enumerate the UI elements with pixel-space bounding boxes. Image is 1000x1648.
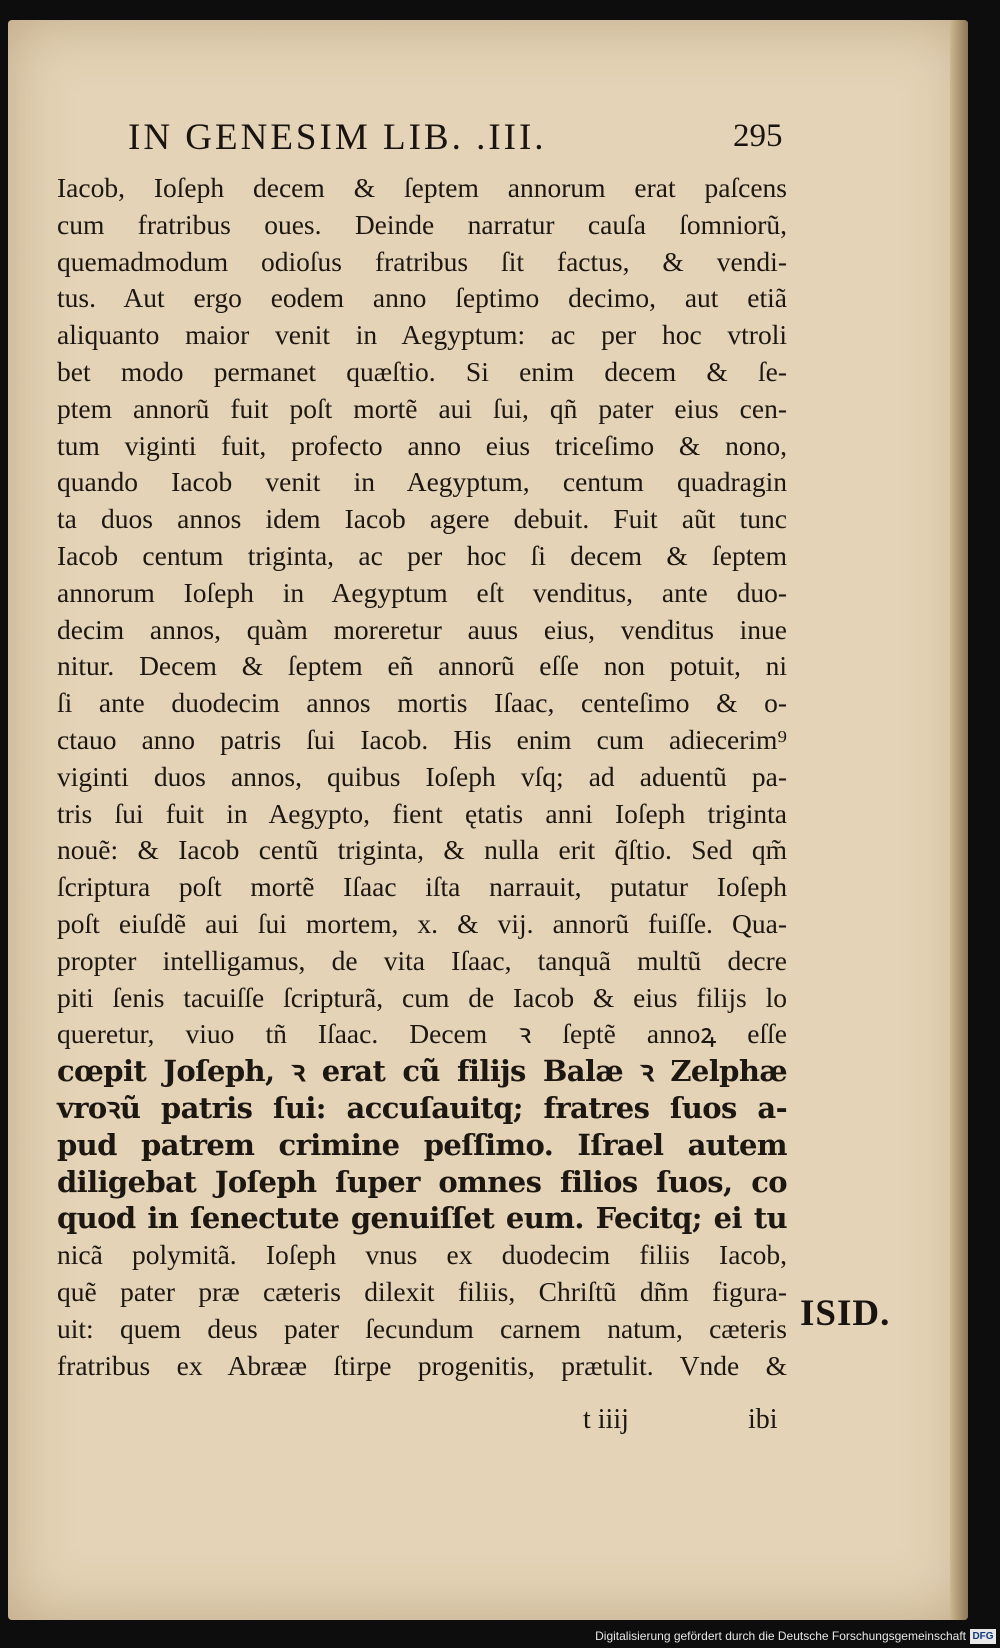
running-title: IN GENESIM LIB. .III. [128, 117, 547, 158]
text-line: poſt eiuſdẽ aui ſui mortem, x. & vij. annorũ fuiſſe. Qua- [57, 907, 787, 939]
signature-mark: t iiij [583, 1404, 629, 1435]
funding-bar [0, 1626, 1000, 1648]
text-line: queretur, viuo tñ Iſaac. Decem ꝛ ſeptẽ annoꝝ eſſe [57, 1018, 787, 1050]
text-line: uit: quem deus pater ſecundum carnem natum, cæteris [57, 1312, 787, 1344]
text-line: nicã polymitã. Ioſeph vnus ex duodecim filiis Iacob, [57, 1239, 787, 1271]
text-line: bet modo permanet quæſtio. Si enim decem & ſe- [57, 355, 787, 387]
catchword: ibi [748, 1404, 778, 1435]
text-line: ta duos annos idem Iacob agere debuit. Fuit aũt tunc [57, 503, 787, 535]
blackletter-line: quod in ſenectute genuiſſet eum. Fecitq; ei tu [57, 1201, 787, 1236]
text-line: fratribus ex Abrææ ſtirpe progenitis, prætulit. Vnde & [57, 1349, 787, 1381]
text-line: quẽ pater præ cæteris dilexit filiis, Chriſtũ dñm figura- [57, 1275, 787, 1307]
marginal-note: ISID. [800, 1293, 891, 1334]
text-line: tus. Aut ergo eodem anno ſeptimo decimo, aut etiã [57, 282, 787, 314]
text-line: Iacob centum triginta, ac per hoc ſi decem & ſeptem [57, 539, 787, 571]
body-text [57, 170, 787, 1384]
text-line: ſi ante duodecim annos mortis Iſaac, centeſimo & o- [57, 687, 787, 719]
text-line: ctauo anno patris ſui Iacob. His enim cum adiecerim⁹ [57, 723, 787, 755]
text-line: nitur. Decem & ſeptem eñ annorũ eſſe non potuit, ni [57, 650, 787, 682]
text-line: viginti duos annos, quibus Ioſeph vſq; ad aduentũ pa- [57, 760, 787, 792]
page-edge [950, 20, 968, 1620]
text-line: piti ſenis tacuiſſe ſcripturã, cum de Iacob & eius filijs lo [57, 981, 787, 1013]
funding-note: Digitalisierung gefördert durch die Deutsche Forschungsgemeinschaft [595, 1629, 966, 1643]
text-line: decim annos, quàm moreretur auus eius, venditus inue [57, 613, 787, 645]
text-line: ptem annorũ fuit poſt mortẽ aui ſui, qñ pater eius cen- [57, 392, 787, 424]
page-number: 295 [733, 118, 783, 154]
text-line: tris ſui fuit in Aegypto, fient ętatis anni Ioſeph triginta [57, 797, 787, 829]
dfg-logo: DFG [970, 1629, 996, 1644]
text-line: quando Iacob venit in Aegyptum, centum quadragin [57, 466, 787, 498]
text-line: tum viginti fuit, profecto anno eius triceſimo & nono, [57, 429, 787, 461]
blackletter-line: cœpit Joſeph, ꝛ erat cũ filijs Balæ ꝛ Zelphæ [57, 1054, 787, 1089]
text-line: Iacob, Ioſeph decem & ſeptem annorum erat paſcens [57, 172, 787, 203]
blackletter-line: diligebat Joſeph ſuper omnes filios ſuos, co [57, 1164, 787, 1199]
text-line: aliquanto maior venit in Aegyptum: ac per hoc vtroli [57, 319, 787, 351]
text-line: annorum Ioſeph in Aegyptum eſt venditus, ante duo- [57, 576, 787, 608]
text-line: nouẽ: & Iacob centũ triginta, & nulla erit q̃ſtio. Sed qm̃ [57, 834, 787, 866]
page-header [128, 98, 828, 158]
text-line: quemadmodum odioſus fratribus ſit factus, & vendi- [57, 245, 787, 277]
page-footer [568, 1404, 798, 1444]
book-page [8, 20, 968, 1620]
text-line: cum fratribus oues. Deinde narratur cauſa ſomniorũ, [57, 208, 787, 240]
blackletter-line: pud patrem crimine peſſimo. Iſrael autem [57, 1127, 787, 1162]
text-line: propter intelligamus, de vita Iſaac, tanquã multũ decre [57, 944, 787, 976]
text-line: ſcriptura poſt mortẽ Iſaac iſta narrauit, putatur Ioſeph [57, 871, 787, 903]
blackletter-line: vroꝛũ patris ſui: accuſauitq; fratres ſuos a- [57, 1090, 787, 1125]
